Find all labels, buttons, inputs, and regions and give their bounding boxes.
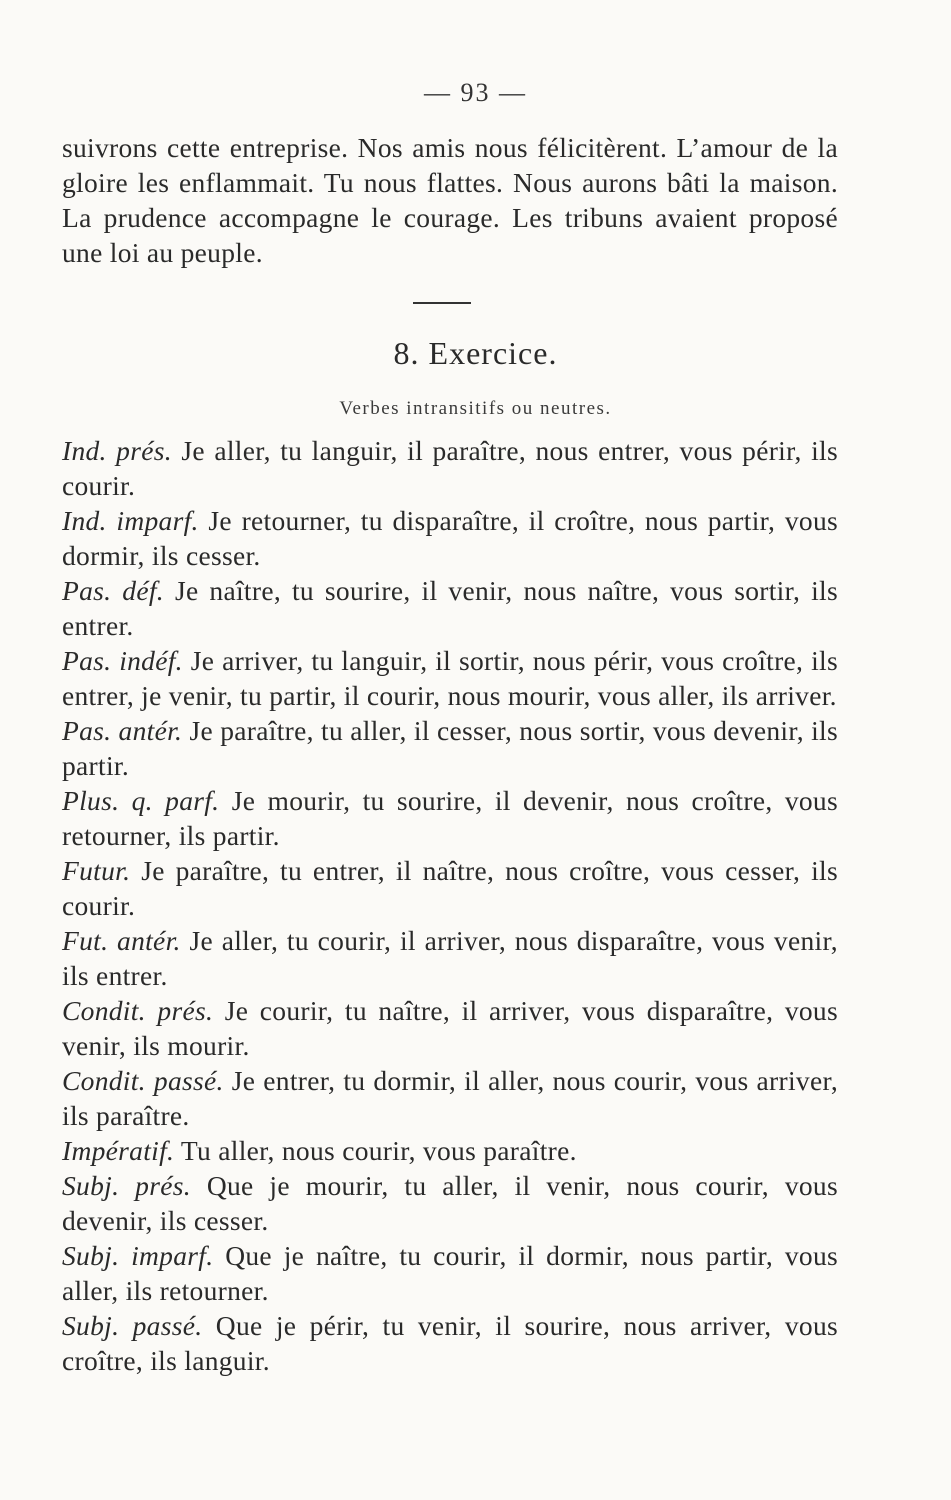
exercise-item	[62, 503, 838, 573]
exercise-text: Je paraître, tu entrer, il naître, nous croître, vous cesser, ils courir.	[62, 855, 838, 921]
exercise-item	[62, 573, 838, 643]
exercise-item	[62, 1238, 838, 1308]
tense-label: Subj. prés.	[62, 1170, 191, 1201]
exercise-text: Je aller, tu courir, il arriver, nous disparaître, vous venir, ils entrer.	[62, 925, 838, 991]
exercise-text: Que je naître, tu courir, il dormir, nous partir, vous aller, ils retourner.	[62, 1240, 838, 1306]
tense-label: Pas. antér.	[62, 715, 183, 746]
exercise-text: Je aller, tu languir, il paraître, nous entrer, vous périr, ils courir.	[62, 435, 838, 501]
exercise-item	[62, 1133, 838, 1168]
exercise-item	[62, 1168, 838, 1238]
page-number: — 93 —	[424, 78, 527, 107]
exercise-item	[62, 993, 838, 1063]
exercise-item	[62, 433, 838, 503]
exercise-item	[62, 1063, 838, 1133]
exercise-item	[62, 853, 838, 923]
tense-label: Impératif.	[62, 1135, 175, 1166]
exercise-item	[62, 783, 838, 853]
exercise-subtitle: Verbes intransitifs ou neutres.	[339, 398, 612, 419]
tense-label: Pas. déf.	[62, 575, 164, 606]
exercise-text: Je courir, tu naître, il arriver, vous disparaître, vous venir, ils mourir.	[62, 995, 838, 1061]
tense-label: Ind. imparf.	[62, 505, 199, 536]
tense-label: Futur.	[62, 855, 131, 886]
exercise-text: Tu aller, nous courir, vous paraître.	[180, 1135, 577, 1166]
tense-label: Pas. indéf.	[62, 645, 183, 676]
exercise-text: Je arriver, tu languir, il sortir, nous périr, vous croître, ils entrer, je venir, tu partir, il courir, nous mourir, vous aller, ils arriver.	[62, 645, 838, 711]
tense-label: Plus. q. parf.	[62, 785, 220, 816]
tense-label: Condit. prés.	[62, 995, 214, 1026]
carryover-paragraph: suivrons cette entreprise. Nos amis nous félicitèrent. L’amour de la gloire les enflammait. Tu nous flattes. Nous aurons bâti la maison. La prudence accompagne le courage. Les tribuns avaient proposé une loi au peuple.	[62, 132, 838, 268]
exercise-item	[62, 643, 838, 713]
tense-label: Fut. antér.	[62, 925, 181, 956]
tense-label: Subj. imparf.	[62, 1240, 214, 1271]
exercise-text: Je paraître, tu aller, il cesser, nous sortir, vous devenir, ils partir.	[62, 715, 838, 781]
exercise-item	[62, 923, 838, 993]
tense-label: Subj. passé.	[62, 1310, 203, 1341]
exercise-item	[62, 1308, 838, 1378]
exercise-text: Je retourner, tu disparaître, il croître, nous partir, vous dormir, ils cesser.	[62, 505, 838, 571]
exercise-text: Que je périr, tu venir, il sourire, nous arriver, vous croître, ils languir.	[62, 1310, 838, 1376]
exercise-text: Je entrer, tu dormir, il aller, nous courir, vous arriver, ils paraître.	[62, 1065, 838, 1131]
section-divider	[413, 302, 471, 304]
exercise-title: 8. Exercice.	[393, 335, 558, 371]
exercise-text: Je mourir, tu sourire, il devenir, nous croître, vous retourner, ils partir.	[62, 785, 838, 851]
exercise-text: Je naître, tu sourire, il venir, nous naître, vous sortir, ils entrer.	[62, 575, 838, 641]
tense-label: Ind. prés.	[62, 435, 172, 466]
exercise-item	[62, 713, 838, 783]
exercise-list	[62, 433, 838, 1378]
exercise-text: Que je mourir, tu aller, il venir, nous courir, vous devenir, ils cesser.	[62, 1170, 838, 1236]
tense-label: Condit. passé.	[62, 1065, 224, 1096]
